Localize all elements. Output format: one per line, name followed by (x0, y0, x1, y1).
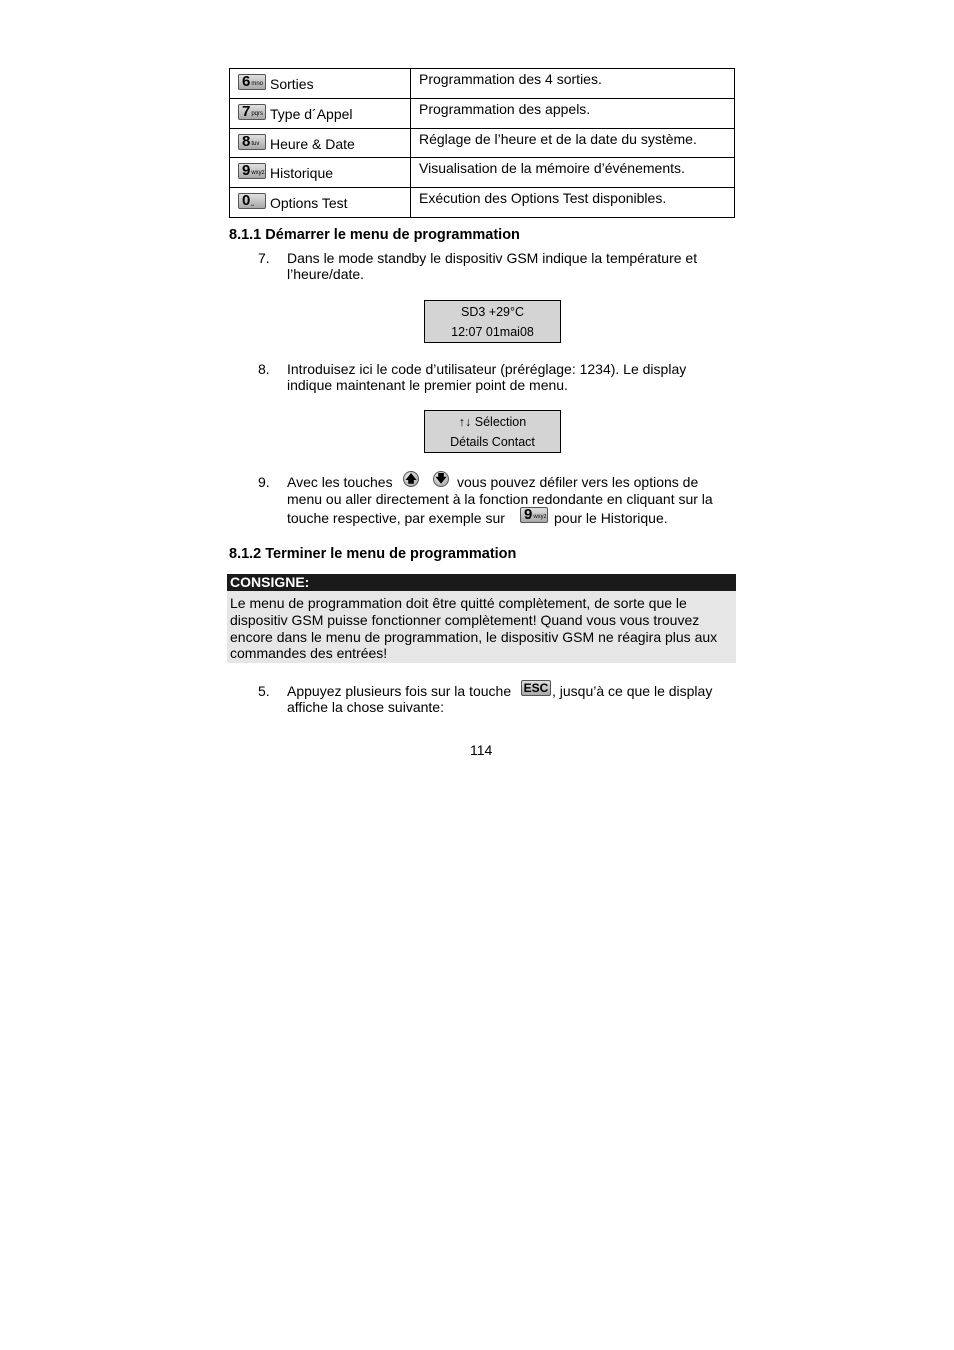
list-item-text: l’heure/date. (287, 266, 365, 282)
menu-option-description: Visualisation de la mémoire d’événements. (411, 158, 735, 188)
list-item-text: vous pouvez défiler vers les options de (457, 474, 699, 490)
list-number: 8. (258, 361, 270, 377)
lcd-line: SD3 +29°C (460, 305, 525, 319)
menu-option-cell (230, 188, 411, 218)
note-line: encore dans le menu de programmation, le dispositiv GSM ne réagira plus aux (230, 628, 718, 645)
list-item-text: Avec les touches (287, 474, 393, 490)
list-item-text: Dans le mode standby le dispositiv GSM indique la température et (287, 250, 698, 266)
list-item-text: Appuyez plusieurs fois sur la touche (287, 683, 512, 699)
list-item-text: affiche la chose suivante: (287, 699, 444, 715)
note-line: commandes des entrées! (230, 645, 388, 662)
note-line: dispositiv GSM puisse fonctionner complètement! Quand vous vous trouvez (230, 611, 700, 628)
menu-option-description: Programmation des appels. (411, 98, 735, 128)
menu-option-label: Historique (270, 165, 334, 182)
arrow-up-icon: 🡅 (403, 471, 419, 487)
table-row (230, 98, 735, 128)
menu-options-table (229, 68, 735, 218)
arrow-down-icon: 🡇 (433, 471, 449, 487)
menu-option-description: Réglage de l’heure et de la date du système. (411, 128, 735, 158)
key-6-icon: 6 mno (238, 74, 266, 90)
lcd-display-menu (424, 410, 561, 453)
note-line: Le menu de programmation doit être quitté complètement, de sorte que le (230, 595, 687, 611)
key-8-icon: 8 tuv (238, 134, 266, 150)
table-row (230, 188, 735, 218)
menu-option-label: Options Test (270, 195, 348, 212)
menu-option-label: Heure & Date (270, 135, 355, 152)
lcd-line: 12:07 01mai08 (451, 325, 534, 339)
menu-option-cell (230, 128, 411, 158)
section-heading-exit-menu: 8.1.2 Terminer le menu de programmation (229, 546, 517, 562)
list-item-text: indique maintenant le premier point de menu. (287, 377, 568, 393)
list-item-text: , jusqu’à ce que le display (552, 683, 713, 699)
menu-option-description: Programmation des 4 sorties. (411, 69, 735, 99)
section-heading-start-menu: 8.1.1 Démarrer le menu de programmation (229, 227, 520, 243)
table-row (230, 69, 735, 99)
menu-option-cell (230, 69, 411, 99)
list-number: 7. (258, 250, 270, 266)
lcd-display-standby (424, 300, 561, 343)
menu-option-cell (230, 98, 411, 128)
lcd-line: ↑↓ Sélection (458, 415, 527, 429)
list-item-text: touche respective, par exemple sur (287, 510, 505, 526)
table-row (230, 128, 735, 158)
key-9-icon: 9 wxyz (238, 163, 266, 179)
menu-option-description: Exécution des Options Test disponibles. (411, 188, 735, 218)
key-0-icon: 0 ⎵ (238, 193, 266, 209)
menu-option-label: Type d´Appel (270, 105, 353, 122)
list-item-text: Introduisez ici le code d’utilisateur (préréglage: 1234). Le display (287, 361, 687, 377)
note-body (227, 591, 736, 663)
menu-option-cell (230, 158, 411, 188)
key-9-icon: 9 wxyz (520, 507, 548, 523)
page-number: 114 (470, 742, 493, 758)
key-7-icon: 7 pqrs (238, 104, 266, 120)
table-row (230, 158, 735, 188)
note-header: CONSIGNE: (227, 574, 736, 591)
list-number: 9. (258, 474, 270, 490)
lcd-line: Détails Contact (450, 435, 535, 449)
esc-key-icon: ESC (521, 680, 551, 696)
menu-option-label: Sorties (270, 76, 314, 92)
list-item-text: menu ou aller directement à la fonction redondante en cliquant sur la (287, 491, 713, 507)
list-item-text: pour le Historique. (554, 510, 668, 526)
list-number: 5. (258, 683, 270, 699)
